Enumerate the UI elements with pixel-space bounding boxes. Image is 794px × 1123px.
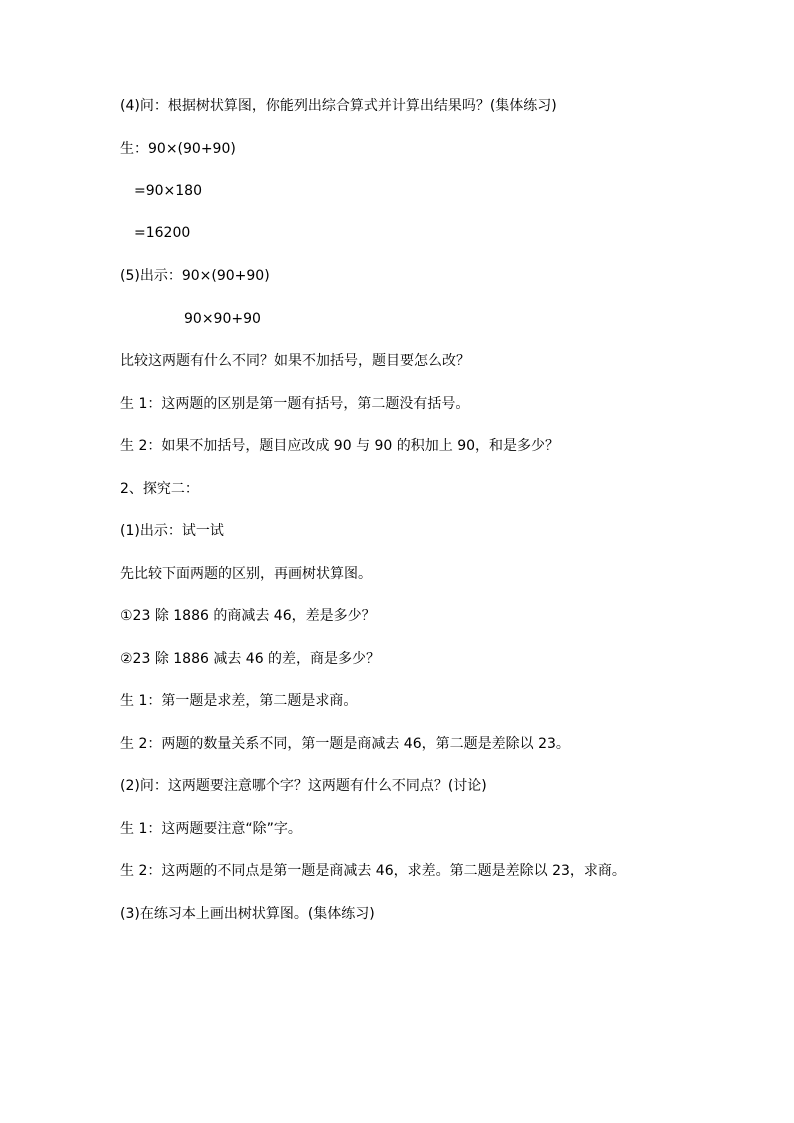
student-1-compare-line: 生 1：第一题是求差，第二题是求商。: [120, 693, 358, 709]
instruction-line: 先比较下面两题的区别，再画树状算图。: [120, 566, 372, 582]
calc-result-line: =16200: [134, 225, 191, 241]
problem-1-line: ①23 除 1886 的商减去 46，差是多少？: [120, 608, 376, 624]
show-1-line: (1)出示：试一试: [120, 523, 224, 539]
student-answer-line: 生：90×(90+90): [120, 141, 236, 157]
calc-step-line: =90×180: [134, 183, 202, 199]
practice-3-line: (3)在练习本上画出树状算图。(集体练习): [120, 906, 375, 922]
student-2-answer-line: 生 2：如果不加括号，题目应改成 90 与 90 的积加上 90，和是多少？: [120, 438, 560, 454]
question-2-line: (2)问：这两题要注意哪个字？这两题有什么不同点？(讨论): [120, 778, 487, 794]
problem-2-line: ②23 除 1886 减去 46 的差，商是多少？: [120, 651, 381, 667]
show-5-line: (5)出示：90×(90+90): [120, 268, 270, 284]
student-2-compare-line: 生 2：两题的数量关系不同，第一题是商减去 46，第二题是差除以 23。: [120, 736, 570, 752]
student-1-answer-line: 生 1：这两题的区别是第一题有括号，第二题没有括号。: [120, 396, 470, 412]
compare-question-line: 比较这两题有什么不同？如果不加括号，题目要怎么改？: [120, 353, 470, 369]
student-1-note-line: 生 1：这两题要注意“除”字。: [120, 821, 302, 837]
student-2-note-line: 生 2：这两题的不同点是第一题是商减去 46，求差。第二题是差除以 23，求商。: [120, 863, 626, 879]
section-heading: 2、探究二：: [120, 481, 199, 497]
question-4-line: (4)问：根据树状算图，你能列出综合算式并计算出结果吗？(集体练习): [120, 98, 557, 114]
expression-line: 90×90+90: [184, 311, 261, 327]
